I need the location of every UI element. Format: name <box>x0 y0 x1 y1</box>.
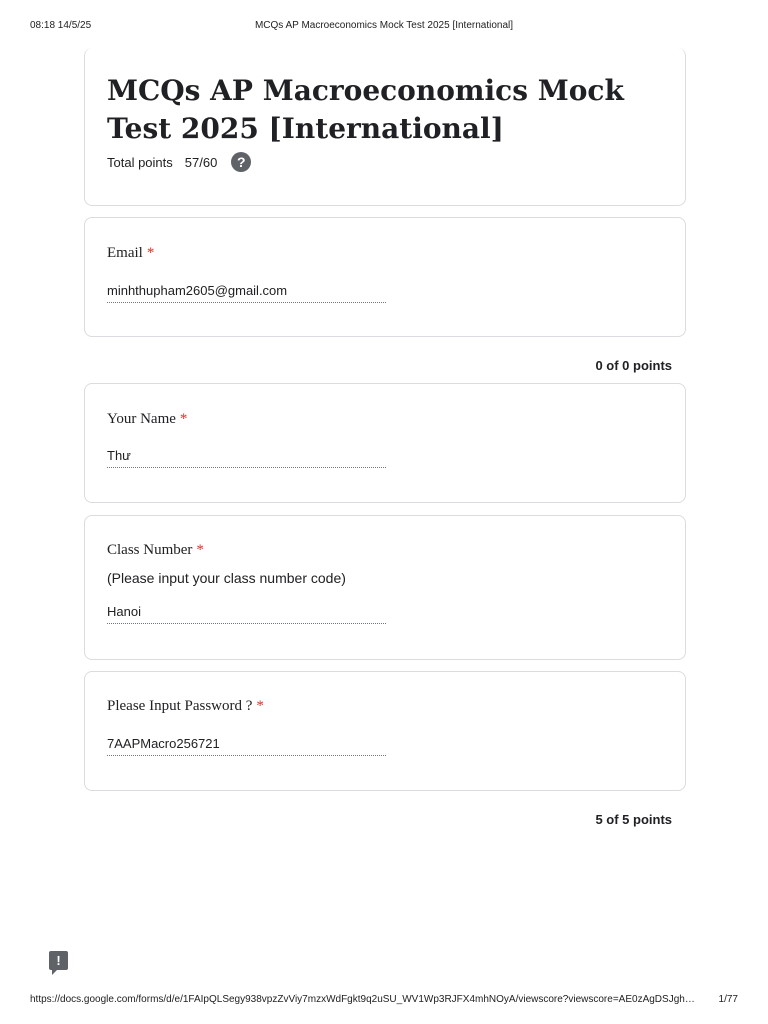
question-title: Email <box>107 245 143 261</box>
print-datetime: 08:18 14/5/25 <box>30 20 92 31</box>
required-asterisk: * <box>179 411 188 427</box>
form-title: MCQs AP Macroeconomics Mock Test 2025 [International] <box>107 74 624 145</box>
question-label-email <box>107 245 154 262</box>
question-title: Please Input Password ? <box>107 698 253 714</box>
section-points: 5 of 5 points <box>595 812 672 827</box>
question-label-class-number <box>107 542 204 559</box>
total-points-label: Total points <box>107 154 173 170</box>
answer-class-number: Hanoi <box>107 604 386 624</box>
question-label-name <box>107 411 187 428</box>
question-card-email <box>84 217 686 337</box>
answer-email: minhthupham2605@gmail.com <box>107 283 386 303</box>
print-header <box>30 20 738 34</box>
question-title: Class Number <box>107 542 193 558</box>
answer-name: Thư <box>107 448 386 468</box>
required-asterisk: * <box>196 542 204 558</box>
print-footer <box>30 994 738 1008</box>
answer-password: 7AAPMacro256721 <box>107 736 386 756</box>
required-asterisk: * <box>256 698 264 714</box>
question-description: (Please input your class number code) <box>107 570 346 586</box>
total-points <box>107 152 251 172</box>
form-header-card <box>84 48 686 206</box>
question-card-password <box>84 671 686 791</box>
required-asterisk: * <box>146 245 155 261</box>
question-card-class-number <box>84 515 686 660</box>
question-title: Your Name <box>107 411 176 427</box>
section-points: 0 of 0 points <box>595 358 672 373</box>
feedback-icon[interactable]: ! <box>49 951 68 970</box>
question-label-password <box>107 698 264 715</box>
print-page-title: MCQs AP Macroeconomics Mock Test 2025 [International] <box>254 20 514 31</box>
help-circle-icon[interactable]: ? <box>231 152 251 172</box>
page-url: https://docs.google.com/forms/d/e/1FAIpQLSegy938vpzZvViy7mzxWdFgkt9q2uSU_WV1Wp3RJFX4mhNOyA/viewscore?viewscore=AE0zAgDSJgh… <box>30 994 695 1005</box>
total-points-value: 57/60 <box>184 154 218 170</box>
page-number: 1/77 <box>718 994 738 1005</box>
question-card-name <box>84 383 686 503</box>
